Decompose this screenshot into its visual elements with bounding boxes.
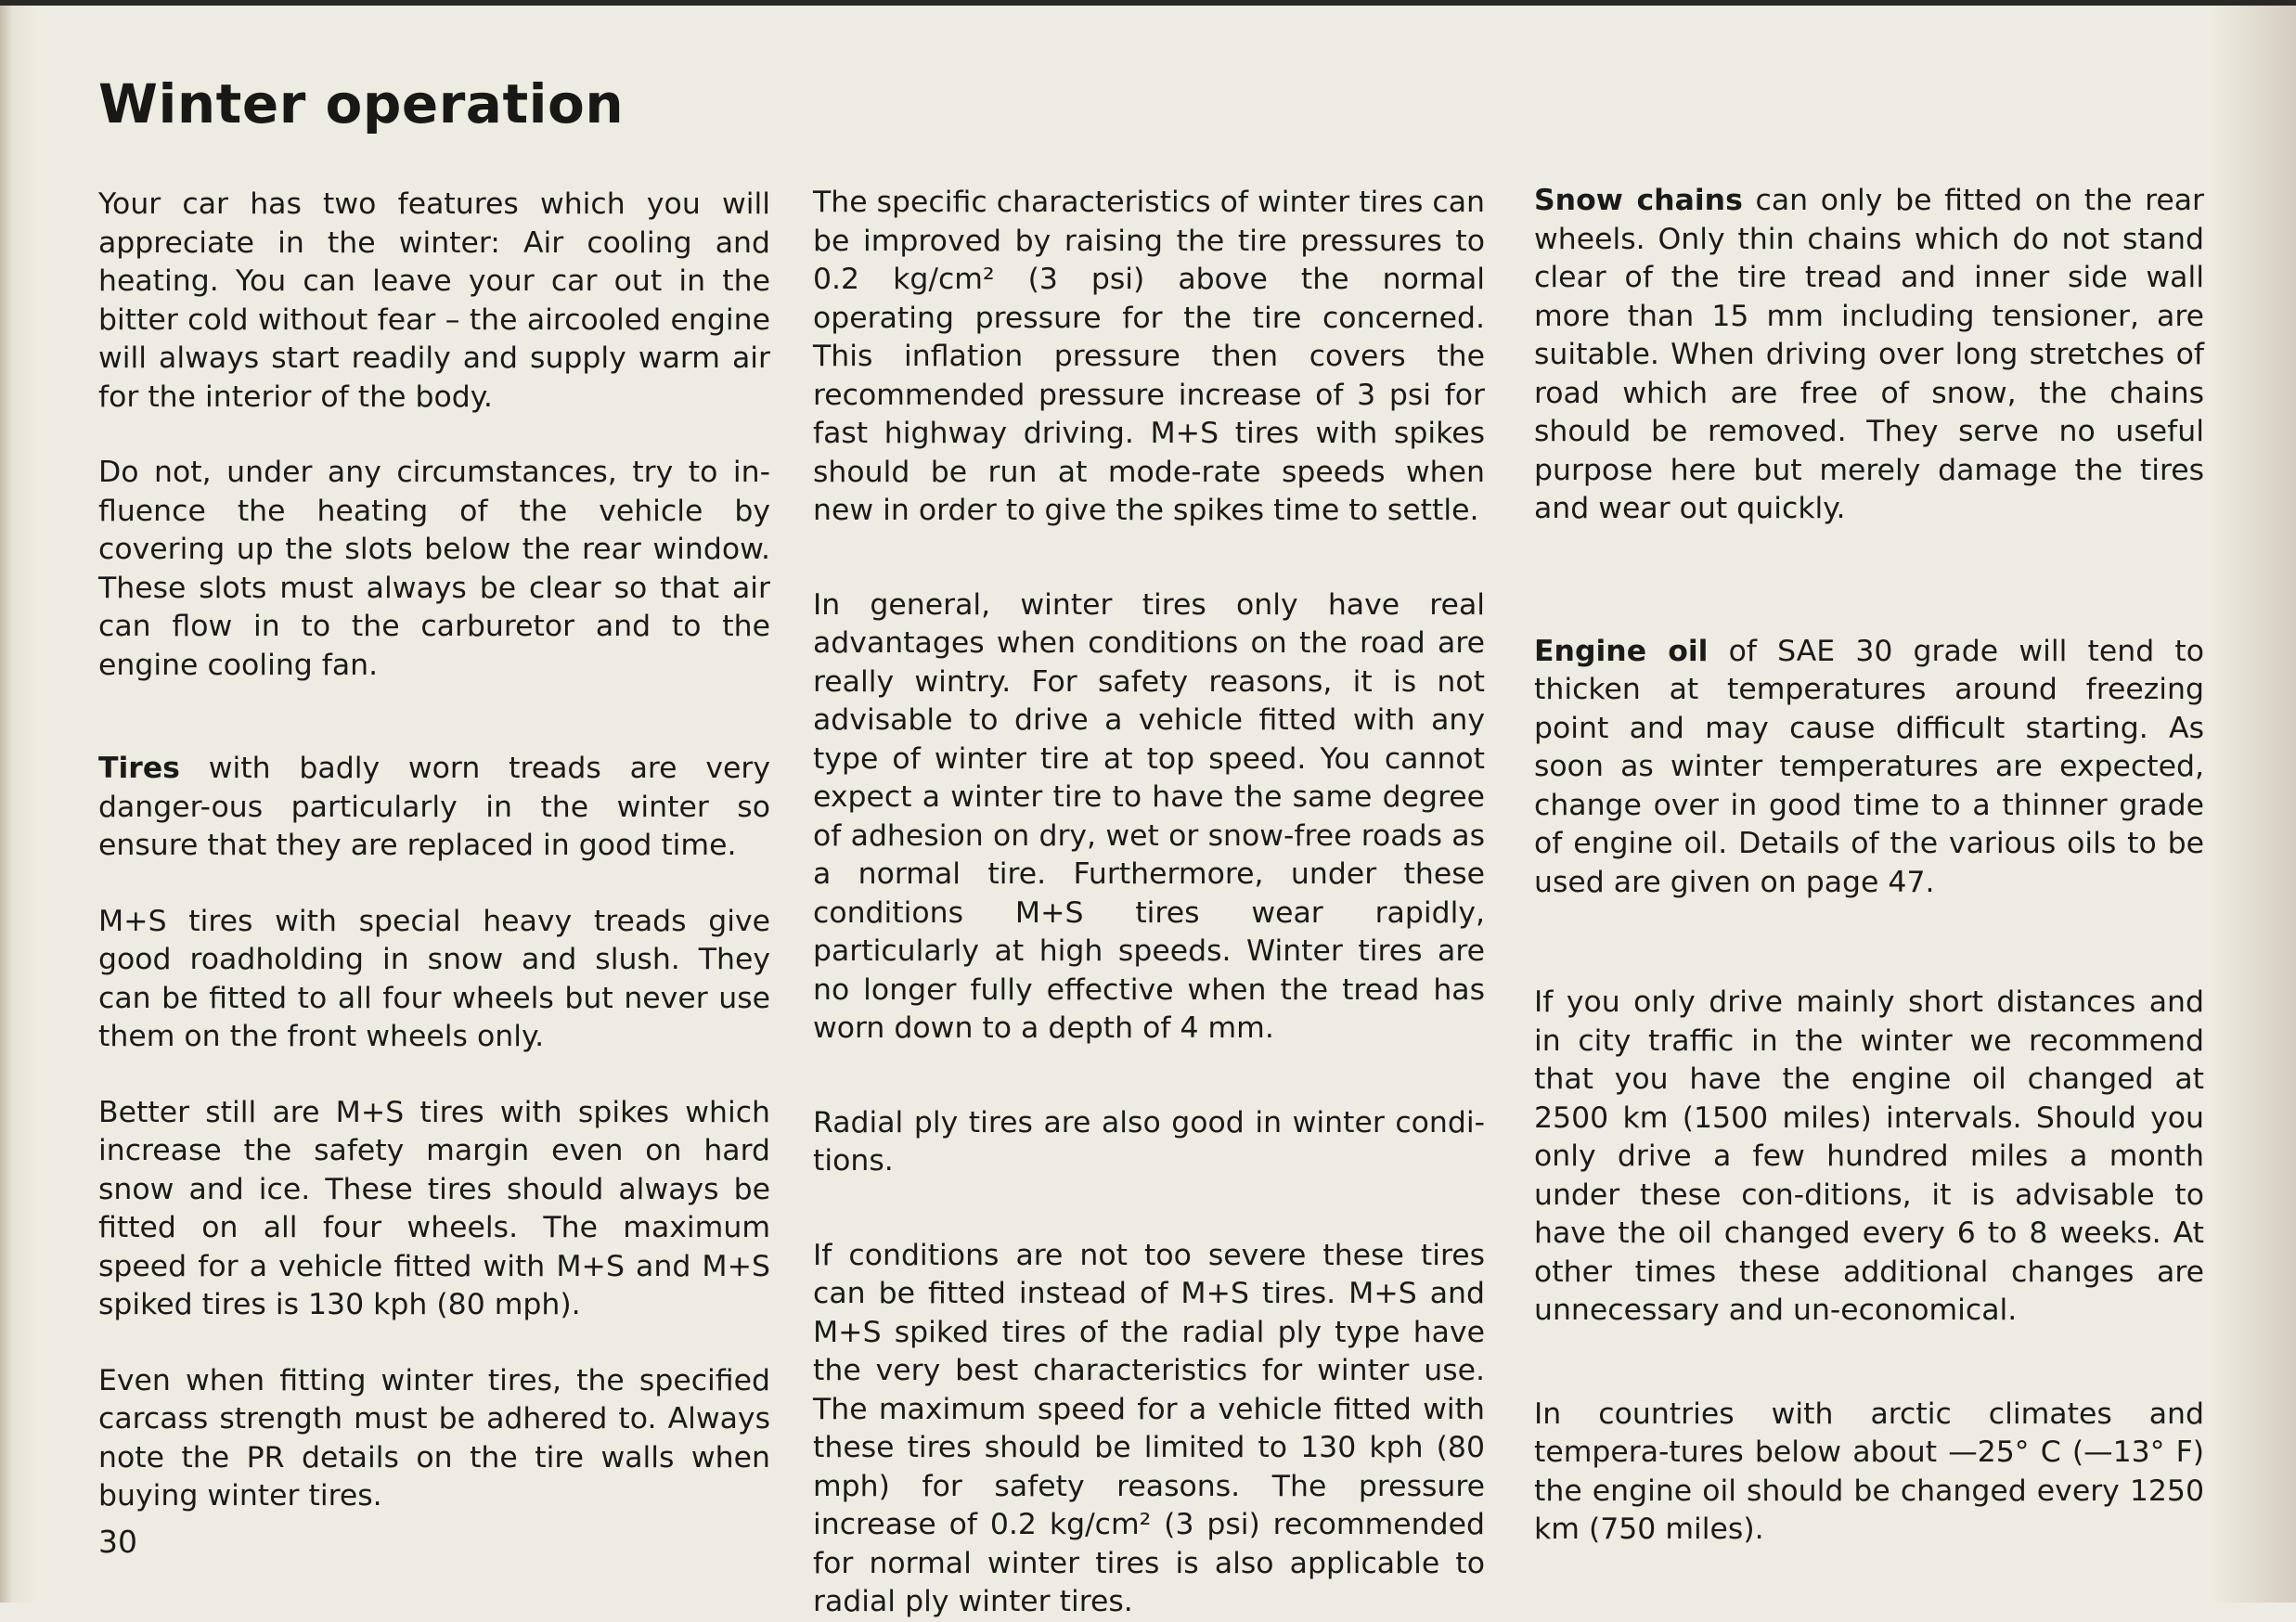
- paragraph: Tires with badly worn treads are very danger-ous particularly in the winter so ensure that they are replaced in good time.: [98, 752, 770, 862]
- top-edge-line: [0, 0, 2296, 6]
- column-1: [98, 186, 770, 1516]
- page-title: Winter operation: [98, 72, 625, 135]
- paragraph: The specific characteristics of winter tires can be improved by raising the tire pressures to 0.2 kg/cm² (3 psi) above the normal operating pressure for the tire concerned. This inflation pressure then covers the recommended pressure increase of 3 psi for fast highway driving. M+S tires with spikes should be run at mode-rate speeds when new in order to give the spikes time to settle.: [813, 186, 1485, 527]
- paragraph: Engine oil of SAE 30 grade will tend to thicken at temperatures around freezing point and may cause difficult starting. As soon as winter temperatures are expected, change over in good time to a thinner grade of engine oil. Details of the various oils to be used are given on page 47.: [1534, 634, 2204, 899]
- paragraph: M+S tires with special heavy treads give good roadholding in snow and slush. They can be fitted to all four wheels but never use them on the front wheels only.: [98, 904, 770, 1053]
- paragraph: In general, winter tires only have real advantages when conditions on the road are really wintry. For safety reasons, it is not advisable to drive a vehicle fitted with any type of winter tire at top speed. You cannot expect a winter tire to have the same degree of adhesion on dry, wet or snow-free roads as a normal tire. Furthermore, under these conditions M+S tires wear rapidly, particularly at high speeds. Winter tires are no longer fully effective when the tread has worn down to a depth of 4 mm.: [813, 587, 1485, 1045]
- paragraph: Your car has two features which you will appreciate in the winter: Air cooling and heating. You can leave your car out in the bitter cold without fear – the aircooled engine will always start readily and supply warm air for the interior of the body.: [98, 187, 770, 414]
- column-2: [813, 184, 1485, 1622]
- paragraph-lead: Engine oil: [1534, 634, 1709, 668]
- paragraph: In countries with arctic climates and tempera-tures below about —25° C (—13° F) the engine oil should be changed every 1250 km (750 miles).: [1534, 1397, 2204, 1546]
- paragraph: Even when fitting winter tires, the specified carcass strength must be adhered to. Always note the PR details on the tire walls when buying winter tires.: [98, 1363, 770, 1513]
- paragraph-lead: Tires: [98, 752, 180, 785]
- page-number: 30: [98, 1524, 137, 1560]
- column-3: [1534, 182, 2204, 1550]
- paragraph: Better still are M+S tires with spikes which increase the safety margin even on hard snow and ice. These tires should always be fitted on all four wheels. The maximum speed for a vehicle fitted with M+S and M+S spiked tires is 130 kph (80 mph).: [98, 1095, 770, 1321]
- paragraph: Snow chains can only be fitted on the rear wheels. Only thin chains which do not stand clear of the tire tread and inner side wall more than 15 mm including tensioner, are suitable. When driving over long stretches of road which are free of snow, the chains should be removed. They serve no useful purpose here but merely damage the tires and wear out quickly.: [1534, 184, 2204, 525]
- paragraph: If conditions are not too severe these tires can be fitted instead of M+S tires. M+S and M+S spiked tires of the radial ply type have the very best characteristics for winter use. The maximum speed for a vehicle fitted with these tires should be limited to 130 kph (80 mph) for safety reasons. The pressure increase of 0.2 kg/cm² (3 psi) recommended for normal winter tires is also applicable to radial ply winter tires.: [813, 1238, 1485, 1618]
- paragraph: If you only drive mainly short distances and in city traffic in the winter we recommend that you have the engine oil changed at 2500 km (1500 miles) intervals. Should you only drive a few hundred miles a month under these con-ditions, it is advisable to have the oil changed every 6 to 8 weeks. At other times these additional changes are unnecessary and un-economical.: [1534, 985, 2204, 1327]
- paragraph: Radial ply tires are also good in winter condi-tions.: [813, 1105, 1485, 1178]
- paragraph: Do not, under any circumstances, try to in-fluence the heating of the vehicle by covering up the slots below the rear window. These slots must always be clear so that air can flow in to the carburetor and to the engine cooling fan.: [98, 456, 770, 682]
- paragraph-lead: Snow chains: [1534, 184, 1743, 217]
